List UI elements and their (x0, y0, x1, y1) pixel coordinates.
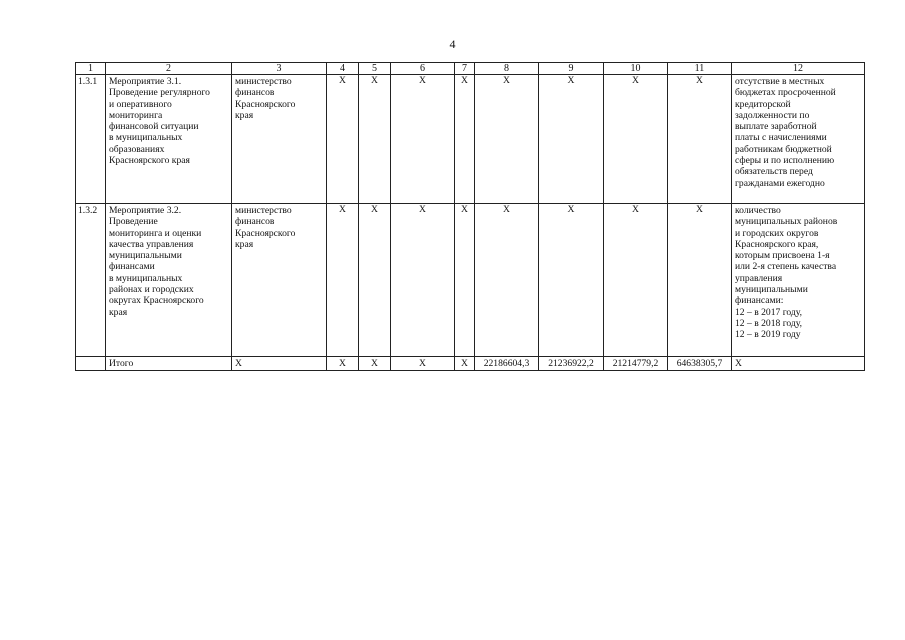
cell-x: Х (391, 357, 455, 371)
table-row (76, 204, 865, 357)
header-cell: 9 (539, 63, 604, 75)
row-id: 1.3.2 (76, 204, 106, 357)
cell-x: Х (359, 204, 391, 357)
total-value-2017: 22186604,3 (475, 357, 539, 371)
executor: министерство финансов Красноярского края (232, 75, 327, 204)
expected-result: отсутствие в местных бюджетах просроченной кредиторской задолженности по выплате заработной платы с начислениями работникам бюджетной сферы и по исполнению обязательств перед гражданами ежегодно (732, 75, 865, 204)
empty-cell (76, 357, 106, 371)
cell-x: Х (668, 75, 732, 204)
cell-x: Х (455, 204, 475, 357)
header-cell: 12 (732, 63, 865, 75)
header-cell: 8 (475, 63, 539, 75)
total-value-2019: 21214779,2 (604, 357, 668, 371)
total-label: Итого (106, 357, 232, 371)
cell-x: Х (475, 204, 539, 357)
cell-x: Х (668, 204, 732, 357)
cell-x: Х (455, 75, 475, 204)
header-cell: 1 (76, 63, 106, 75)
header-cell: 2 (106, 63, 232, 75)
cell-x: Х (327, 75, 359, 204)
executor: министерство финансов Красноярского края (232, 204, 327, 357)
header-cell: 3 (232, 63, 327, 75)
activity-name: Мероприятие 3.1. Проведение регулярного и оперативного мониторинга финансовой ситуации в муниципальных образованиях Красноярского края (106, 75, 232, 204)
cell-x: Х (327, 357, 359, 371)
cell-x: Х (232, 357, 327, 371)
header-cell: 7 (455, 63, 475, 75)
total-value-period: 64638305,7 (668, 357, 732, 371)
cell-x: Х (359, 357, 391, 371)
cell-x: Х (604, 204, 668, 357)
cell-x: Х (391, 204, 455, 357)
expected-result: количество муниципальных районов и городских округов Красноярского края, которым присвоена 1-я или 2-я степень качества управления муниципальными финансами: 12 – в 2017 году, 12 – в 2018 году, 12 – в 2019 году (732, 204, 865, 357)
total-value-2018: 21236922,2 (539, 357, 604, 371)
cell-x: Х (455, 357, 475, 371)
cell-x: Х (391, 75, 455, 204)
cell-x: Х (732, 357, 865, 371)
row-id: 1.3.1 (76, 75, 106, 204)
header-cell: 4 (327, 63, 359, 75)
cell-x: Х (539, 204, 604, 357)
header-cell: 5 (359, 63, 391, 75)
cell-x: Х (327, 204, 359, 357)
cell-x: Х (475, 75, 539, 204)
table-header-row (76, 63, 865, 75)
activity-name: Мероприятие 3.2. Проведение мониторинга и оценки качества управления муниципальными финансами в муниципальных районах и городских округах Красноярского края (106, 204, 232, 357)
cell-x: Х (604, 75, 668, 204)
program-activities-table (75, 62, 865, 371)
cell-x: Х (539, 75, 604, 204)
table-row (76, 75, 865, 204)
total-row (76, 357, 865, 371)
header-cell: 10 (604, 63, 668, 75)
header-cell: 6 (391, 63, 455, 75)
cell-x: Х (359, 75, 391, 204)
page-number: 4 (449, 37, 456, 51)
header-cell: 11 (668, 63, 732, 75)
